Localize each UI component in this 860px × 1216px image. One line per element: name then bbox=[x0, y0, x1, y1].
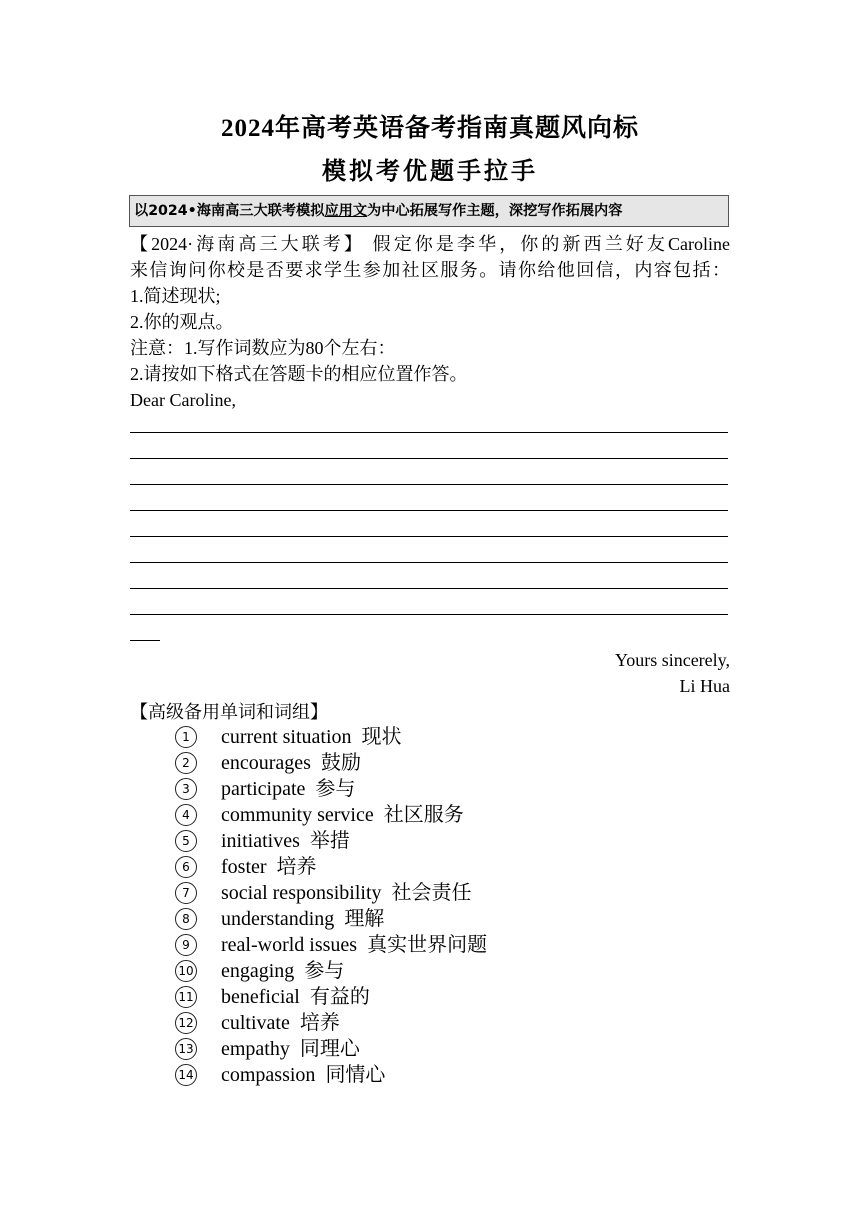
vocab-item bbox=[174, 854, 487, 880]
vocab-english: real-world issues bbox=[221, 934, 358, 956]
vocab-chinese: 社区服务 bbox=[383, 804, 464, 826]
answer-line bbox=[130, 491, 730, 517]
vocab-item bbox=[174, 750, 487, 776]
vocab-english: empathy bbox=[221, 1038, 290, 1060]
vocab-chinese: 理解 bbox=[344, 908, 385, 930]
vocab-number: 3 bbox=[175, 778, 197, 800]
vocab-chinese: 参与 bbox=[304, 960, 345, 982]
vocab-item bbox=[174, 1036, 487, 1062]
task-note-2: 2.请按如下格式在答题卡的相应位置作答。 bbox=[130, 364, 468, 384]
vocab-number: 14 bbox=[175, 1064, 197, 1086]
vocab-chinese: 培养 bbox=[299, 1012, 340, 1034]
vocab-number: 11 bbox=[175, 986, 197, 1008]
writing-task bbox=[130, 231, 730, 725]
vocab-chinese: 真实世界问题 bbox=[367, 934, 488, 956]
vocab-number: 13 bbox=[175, 1038, 197, 1060]
vocab-item bbox=[174, 724, 487, 750]
vocab-item bbox=[174, 932, 487, 958]
vocab-english: social responsibility bbox=[221, 882, 382, 904]
vocab-english: understanding bbox=[221, 908, 335, 930]
vocab-english: encourages bbox=[221, 752, 311, 774]
page-subtitle: 模拟考优题手拉手 bbox=[322, 159, 538, 185]
vocab-number: 9 bbox=[175, 934, 197, 956]
vocab-english: cultivate bbox=[221, 1012, 290, 1034]
vocab-english: participate bbox=[221, 778, 306, 800]
letter-closing: Yours sincerely, bbox=[615, 650, 730, 670]
vocab-number: 2 bbox=[175, 752, 197, 774]
task-requirement-1: 1.简述现状; bbox=[130, 286, 221, 306]
vocab-chinese: 现状 bbox=[361, 726, 402, 748]
vocab-english: engaging bbox=[221, 960, 295, 982]
vocab-english: foster bbox=[221, 856, 267, 878]
vocab-list bbox=[174, 724, 487, 1088]
vocab-chinese: 有益的 bbox=[309, 986, 370, 1008]
vocab-english: beneficial bbox=[221, 986, 300, 1008]
vocab-english: compassion bbox=[221, 1064, 316, 1086]
task-requirement-2: 2.你的观点。 bbox=[130, 312, 234, 332]
page-title: 2024年高考英语备考指南真题风向标 bbox=[220, 115, 639, 142]
vocab-item bbox=[174, 776, 487, 802]
task-prompt-line-2: 来信询问你校是否要求学生参加社区服务。请你给他回信，内容包括： bbox=[130, 260, 730, 280]
answer-line bbox=[130, 439, 730, 465]
vocab-heading: 【高级备用单词和词组】 bbox=[130, 702, 328, 722]
vocab-chinese: 社会责任 bbox=[391, 882, 472, 904]
vocab-chinese: 鼓励 bbox=[320, 752, 361, 774]
vocab-english: current situation bbox=[221, 726, 352, 748]
vocab-chinese: 参与 bbox=[315, 778, 356, 800]
vocab-item bbox=[174, 984, 487, 1010]
task-note-1: 注意：1.写作词数应为80个左右： bbox=[130, 338, 396, 358]
vocab-item bbox=[174, 958, 487, 984]
vocab-item bbox=[174, 802, 487, 828]
task-prompt-line-1: 【2024·海南高三大联考】 假定你是李华，你的新西兰好友Caroline bbox=[130, 234, 730, 254]
vocab-chinese: 同情心 bbox=[325, 1064, 386, 1086]
topic-banner bbox=[129, 195, 729, 227]
vocab-number: 1 bbox=[175, 726, 197, 748]
vocab-item bbox=[174, 880, 487, 906]
vocab-number: 7 bbox=[175, 882, 197, 904]
vocab-number: 5 bbox=[175, 830, 197, 852]
letter-salutation: Dear Caroline, bbox=[130, 390, 236, 410]
banner-text-underlined: 应用文 bbox=[324, 203, 368, 219]
answer-line-end bbox=[130, 621, 730, 647]
vocab-chinese: 培养 bbox=[276, 856, 317, 878]
vocab-english: community service bbox=[221, 804, 374, 826]
answer-line bbox=[130, 543, 730, 569]
answer-line bbox=[130, 465, 730, 491]
answer-line bbox=[130, 569, 730, 595]
vocab-chinese: 同理心 bbox=[299, 1038, 360, 1060]
vocab-item bbox=[174, 906, 487, 932]
vocab-item bbox=[174, 828, 487, 854]
vocab-number: 8 bbox=[175, 908, 197, 930]
answer-line bbox=[130, 517, 730, 543]
vocab-number: 4 bbox=[175, 804, 197, 826]
vocab-chinese: 举措 bbox=[309, 830, 350, 852]
vocab-english: initiatives bbox=[221, 830, 300, 852]
banner-text-2: 为中心拓展写作主题，深挖写作拓展内容 bbox=[367, 203, 623, 219]
answer-line bbox=[130, 595, 730, 621]
banner-text-1: 以2024•海南高三大联考模拟 bbox=[134, 203, 325, 219]
vocab-item bbox=[174, 1062, 487, 1088]
letter-signature: Li Hua bbox=[679, 676, 730, 696]
vocab-number: 12 bbox=[175, 1012, 197, 1034]
vocab-number: 10 bbox=[175, 960, 197, 982]
vocab-number: 6 bbox=[175, 856, 197, 878]
answer-line bbox=[130, 413, 730, 439]
vocab-item bbox=[174, 1010, 487, 1036]
